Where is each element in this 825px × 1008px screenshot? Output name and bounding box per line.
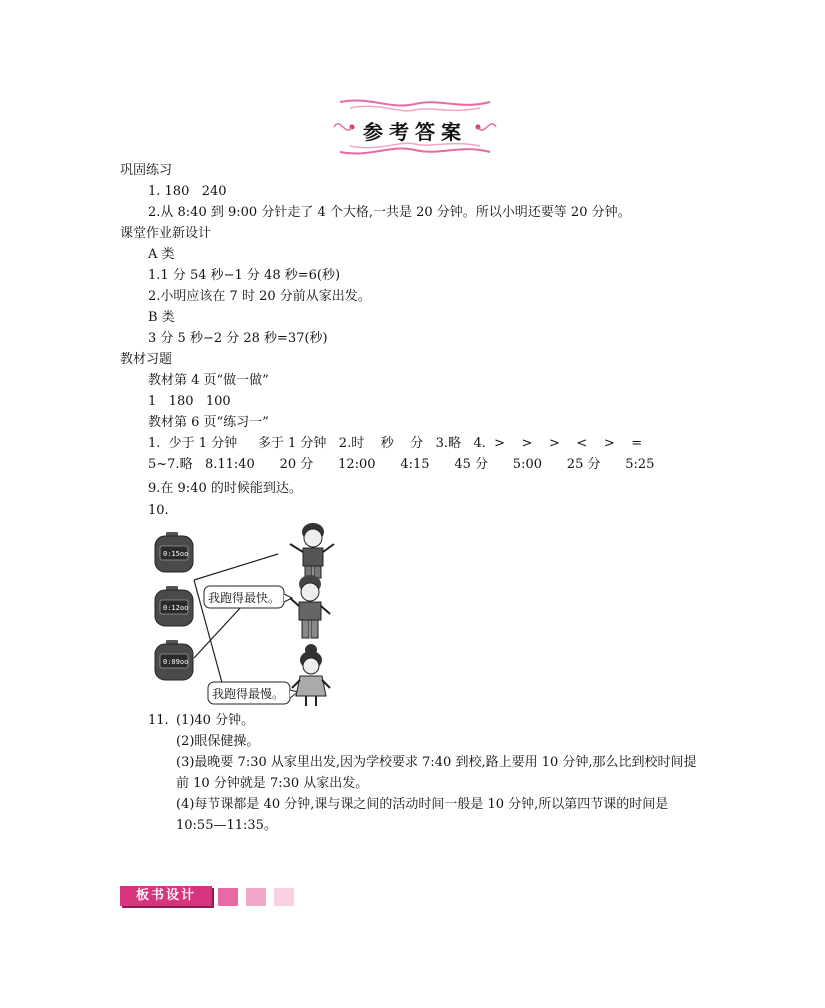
answer-line: A 类 [148,247,175,262]
answer-line: 2.小明应该在 7 时 20 分前从家出发。 [148,289,371,304]
answer-line: 1 180 100 [148,394,231,409]
bubble-text: 我跑得最快。 [208,591,281,605]
answer-line: 教材第 6 页“练习一” [148,415,269,430]
answer-line: 1. 少于 1 分钟 多于 1 分钟 2.时 秒 分 3.略 4. > > > < > = [148,436,643,451]
section-heading: 教材习题 [120,352,173,367]
answer-line: 10:55—11:35。 [176,818,277,833]
answer-line: 前 10 分钟就是 7:30 从家出发。 [176,776,369,791]
speech-bubble [208,682,298,704]
answer-line: (1)40 分钟。 [176,713,255,728]
answer-line: 1. 180 240 [148,184,227,199]
girl-figure-icon [292,644,330,706]
stopwatch-icon [155,586,193,626]
answer-line: 2.从 8:40 到 9:00 分针走了 4 个大格,一共是 20 分钟。所以小明还要等 20 分钟。 [148,205,631,220]
answer-line: B 类 [148,310,175,325]
stopwatch-reading: 0:09oo [163,658,189,666]
answer-line: 3 分 5 秒−2 分 28 秒=37(秒) [148,331,328,346]
stopwatch-reading: 0:15oo [163,550,189,558]
stopwatch-icon [155,640,193,680]
stopwatch-icon [155,532,193,572]
boy-figure-icon [290,523,334,578]
speech-bubble [204,586,292,608]
question-number: 11. [148,713,169,728]
bubble-text: 我跑得最慢。 [212,687,285,701]
stopwatch-reading: 0:12oo [163,604,189,612]
decor-square [218,888,238,906]
matching-figure [150,518,340,708]
decor-square [274,888,294,906]
answer-line: 5~7.略 8.11:40 20 分 12:00 4:15 45 分 5:00 25 分 5:25 [148,457,655,472]
section-heading: 课堂作业新设计 [120,226,212,241]
answer-line: 教材第 4 页“做一做” [148,373,269,388]
section-heading: 巩固练习 [120,163,173,178]
decor-square [246,888,266,906]
answer-line: 1.1 分 54 秒−1 分 48 秒=6(秒) [148,268,341,283]
child-figure-icon [290,575,330,638]
page-title: 参考答案 [363,120,467,144]
answer-line: (2)眼保健操。 [176,734,260,749]
title-banner [330,96,500,158]
answer-line: (4)每节课都是 40 分钟,课与课之间的活动时间一般是 10 分钟,所以第四节课的时间是 [176,797,669,812]
board-design-label: 板书设计 [120,886,212,906]
answer-line: 10. [148,503,169,518]
answer-line: 9.在 9:40 的时候能到达。 [148,481,302,496]
answer-line: (3)最晚要 7:30 从家里出发,因为学校要求 7:40 到校,路上要用 10 分钟,那么比到校时间提 [176,755,697,770]
